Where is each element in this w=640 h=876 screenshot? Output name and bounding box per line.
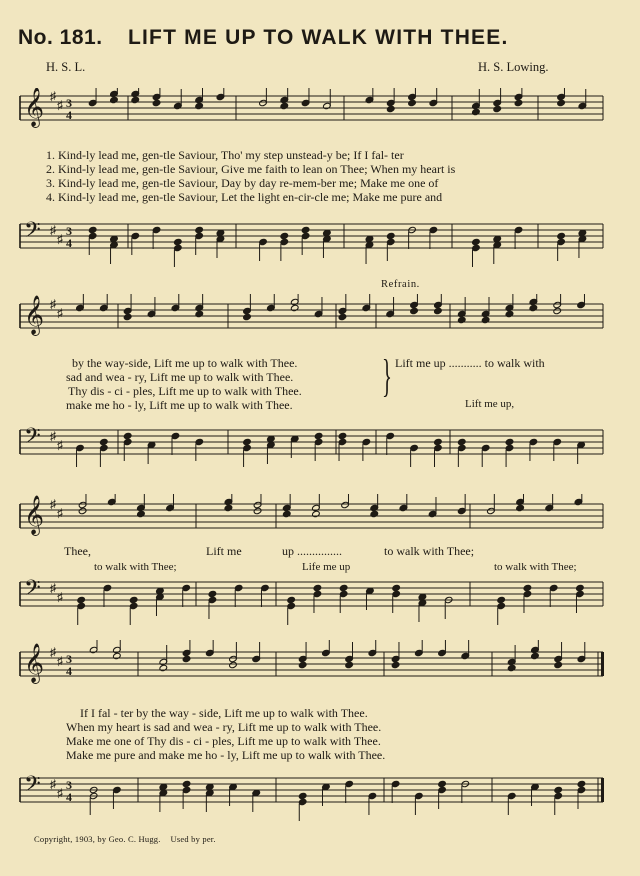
time-signature-top: 3 bbox=[66, 652, 72, 666]
treble-clef: 𝄞 bbox=[24, 643, 45, 683]
note-head bbox=[243, 313, 252, 320]
sharp-sign: ♯ bbox=[50, 223, 56, 237]
note-head bbox=[195, 102, 204, 109]
final-barline-thick bbox=[601, 778, 604, 802]
note-head bbox=[392, 584, 401, 591]
time-signature-top: 3 bbox=[66, 224, 72, 238]
note-head bbox=[312, 510, 321, 517]
sharp-sign: ♯ bbox=[50, 429, 56, 443]
note-head bbox=[507, 664, 516, 671]
note-head bbox=[493, 105, 502, 112]
note-head bbox=[523, 584, 532, 591]
note-head bbox=[576, 584, 585, 591]
refrain-lower-3: to walk with Thee; bbox=[494, 561, 577, 573]
note-head bbox=[472, 108, 481, 115]
treble-staff-system-2 bbox=[0, 294, 640, 350]
note-head bbox=[195, 310, 204, 317]
treble-staff-system-3 bbox=[0, 494, 640, 546]
note-head bbox=[408, 99, 417, 106]
lyricist-credit: H. S. L. bbox=[46, 60, 86, 74]
final-line-3: Make me one of Thy dis - ci - ples, Lift me up to walk with Thee. bbox=[66, 734, 381, 748]
verse-line-1: 1. Kind-ly lead me, gen-tle Saviour, Tho' my step unstead-y be; If I fal- ter bbox=[46, 148, 404, 162]
verse-line-4: 4. Kind-ly lead me, gen-tle Saviour, Let the light en-cir-cle me; Make me pure and bbox=[46, 190, 443, 204]
refrain-upper-4: to walk with Thee; bbox=[384, 544, 475, 558]
refrain-upper-3: up ............... bbox=[282, 544, 342, 558]
composer-credit: H. S. Lowing. bbox=[478, 60, 549, 74]
refrain-bass-text: Lift me up, bbox=[465, 398, 515, 410]
note-head bbox=[457, 438, 466, 445]
sharp-sign: ♯ bbox=[50, 89, 56, 103]
sharp-sign: ♯ bbox=[50, 497, 56, 511]
note-head bbox=[529, 304, 538, 311]
copyright-text: Copyright, 1903, by Geo. C. Hugg. bbox=[34, 834, 161, 844]
copyright-notice bbox=[34, 834, 216, 844]
sharp-sign: ♯ bbox=[57, 590, 63, 604]
refrain-upper-1: Thee, bbox=[64, 544, 91, 558]
note-head bbox=[287, 596, 296, 603]
time-signature-bottom: 4 bbox=[66, 108, 72, 122]
note-head bbox=[434, 307, 443, 314]
note-head bbox=[195, 226, 204, 233]
note-head bbox=[410, 307, 419, 314]
sharp-sign: ♯ bbox=[50, 581, 56, 595]
note-head bbox=[88, 226, 97, 233]
note-head bbox=[338, 432, 347, 439]
note-head bbox=[505, 438, 514, 445]
note-head bbox=[338, 313, 347, 320]
verse-brace: } bbox=[382, 350, 392, 401]
refrain-upper-2: Lift me bbox=[206, 544, 242, 558]
refrain-soprano-text: Lift me up ........... to walk with bbox=[395, 356, 545, 370]
note-head bbox=[229, 661, 238, 668]
treble-clef: 𝄞 bbox=[24, 495, 45, 535]
note-head bbox=[554, 661, 563, 668]
note-head bbox=[557, 232, 566, 239]
note-head bbox=[152, 99, 161, 106]
note-head bbox=[78, 507, 87, 514]
sharp-sign: ♯ bbox=[57, 506, 63, 520]
note-head bbox=[100, 438, 109, 445]
note-head bbox=[577, 780, 586, 787]
note-head bbox=[314, 432, 323, 439]
note-head bbox=[298, 661, 307, 668]
note-head bbox=[77, 596, 86, 603]
time-signature-bottom: 4 bbox=[66, 664, 72, 678]
note-head bbox=[110, 96, 119, 103]
note-head bbox=[313, 584, 322, 591]
note-head bbox=[339, 584, 348, 591]
verse2-line-1: by the way-side, Lift me up to walk with Thee. bbox=[72, 356, 298, 370]
title-row bbox=[18, 26, 618, 52]
verse-line-2: 2. Kind-ly lead me, gen-tle Saviour, Give me faith to lean on Thee; When my heart is bbox=[46, 162, 456, 176]
treble-staff-system-4 bbox=[0, 640, 640, 702]
verse2-line-3: Thy dis - ci - ples, Lift me up to walk with Thee. bbox=[68, 384, 302, 398]
sharp-sign: ♯ bbox=[50, 297, 56, 311]
note-head bbox=[131, 96, 140, 103]
note-head bbox=[129, 596, 138, 603]
note-head bbox=[531, 652, 540, 659]
note-head bbox=[557, 99, 566, 106]
note-head bbox=[224, 504, 233, 511]
used-by-permission: Used by per. bbox=[170, 834, 216, 844]
sharp-sign: ♯ bbox=[57, 98, 63, 112]
note-head bbox=[290, 304, 299, 311]
note-head bbox=[282, 510, 291, 517]
note-head bbox=[123, 432, 132, 439]
note-head bbox=[497, 596, 506, 603]
bass-staff-system-2 bbox=[0, 420, 640, 484]
note-head bbox=[253, 507, 262, 514]
note-head bbox=[123, 313, 132, 320]
verse-line-3: 3. Kind-ly lead me, gen-tle Saviour, Day by day re-mem-ber me; Make me one of bbox=[46, 176, 439, 190]
note-head bbox=[182, 780, 191, 787]
sharp-sign: ♯ bbox=[57, 232, 63, 246]
note-head bbox=[113, 652, 122, 659]
refrain-label: Refrain. bbox=[381, 279, 420, 290]
bass-clef: 𝄢 bbox=[24, 424, 41, 454]
note-head bbox=[386, 105, 395, 112]
note-head bbox=[208, 590, 217, 597]
treble-clef: 𝄞 bbox=[24, 295, 45, 335]
bass-staff-system-1 bbox=[0, 214, 640, 278]
note-head bbox=[391, 661, 400, 668]
sharp-sign: ♯ bbox=[57, 786, 63, 800]
note-head bbox=[505, 310, 514, 317]
bass-clef: 𝄢 bbox=[24, 772, 41, 802]
final-line-2: When my heart is sad and wea - ry, Lift me up to walk with Thee. bbox=[66, 720, 382, 734]
note-head bbox=[553, 307, 562, 314]
time-signature-top: 3 bbox=[66, 96, 72, 110]
note-head bbox=[516, 504, 525, 511]
hymn-number: No. 181. bbox=[18, 26, 103, 49]
sharp-sign: ♯ bbox=[50, 777, 56, 791]
sharp-sign: ♯ bbox=[57, 306, 63, 320]
note-head bbox=[434, 438, 443, 445]
sharp-sign: ♯ bbox=[57, 654, 63, 668]
sharp-sign: ♯ bbox=[57, 438, 63, 452]
final-barline-thick bbox=[601, 652, 604, 676]
note-head bbox=[345, 661, 354, 668]
hymn-title: LIFT ME UP TO WALK WITH THEE. bbox=[128, 26, 509, 49]
note-head bbox=[472, 238, 481, 245]
note-head bbox=[438, 780, 447, 787]
verse2-line-4: make me ho - ly, Lift me up to walk with Thee. bbox=[66, 398, 293, 412]
note-head bbox=[280, 102, 289, 109]
bass-staff-system-3 bbox=[0, 572, 640, 632]
note-head bbox=[457, 316, 466, 323]
bass-clef: 𝄢 bbox=[24, 218, 41, 248]
final-line-4: Make me pure and make me ho - ly, Lift me up to walk with Thee. bbox=[66, 748, 386, 762]
note-head bbox=[280, 232, 289, 239]
verse2-line-2: sad and wea - ry, Lift me up to walk with Thee. bbox=[66, 370, 294, 384]
note-head bbox=[159, 664, 168, 671]
note-head bbox=[243, 438, 252, 445]
time-signature-bottom: 4 bbox=[66, 236, 72, 250]
time-signature-bottom: 4 bbox=[66, 790, 72, 804]
bass-staff-system-4 bbox=[0, 766, 640, 826]
bass-clef: 𝄢 bbox=[24, 576, 41, 606]
refrain-lower-2: Life me up bbox=[302, 561, 351, 573]
note-head bbox=[298, 792, 307, 799]
refrain-lower-1: to walk with Thee; bbox=[94, 561, 177, 573]
note-head bbox=[481, 316, 490, 323]
note-head bbox=[301, 226, 310, 233]
note-head bbox=[182, 655, 191, 662]
sharp-sign: ♯ bbox=[50, 645, 56, 659]
note-head bbox=[174, 238, 183, 245]
final-line-1: If I fal - ter by the way - side, Lift me up to walk with Thee. bbox=[80, 706, 368, 720]
note-head bbox=[137, 510, 146, 517]
note-head bbox=[386, 232, 395, 239]
note-head bbox=[370, 510, 379, 517]
note-head bbox=[514, 99, 523, 106]
treble-staff-system-1 bbox=[0, 88, 640, 144]
time-signature-top: 3 bbox=[66, 778, 72, 792]
treble-clef: 𝄞 bbox=[24, 88, 45, 127]
note-head bbox=[554, 786, 563, 793]
